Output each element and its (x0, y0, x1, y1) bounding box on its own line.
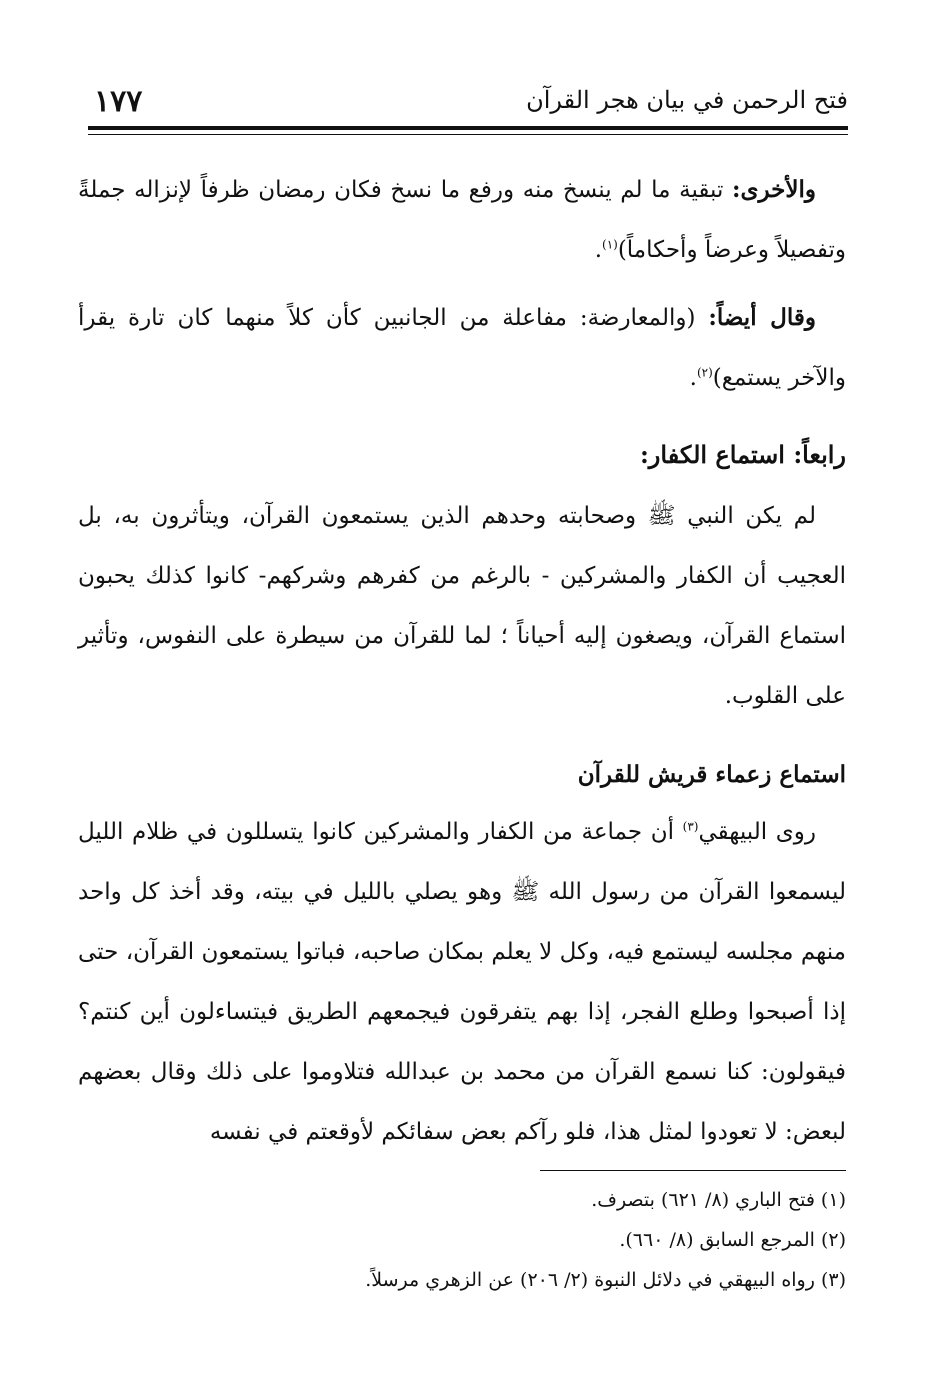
paragraph-3: لم يكن النبي ﷺ وصحابته وحدهم الذين يستمعون القرآن، ويتأثرون به، بل العجيب أن الكفار والمشركين - بالرغم من كفرهم وشركهم- كانوا كذلك يحبون استماع القرآن، ويصغون إليه أحياناً ؛ لما للقرآن من سيطرة على النفوس، وتأثير على القلوب. (78, 503, 846, 709)
running-title: فتح الرحمن في بيان هجر القرآن (526, 86, 848, 114)
paragraph-2 (78, 288, 846, 408)
page-header (88, 80, 848, 140)
page-number: ١٧٧ (94, 84, 143, 119)
footnote-ref-2: (٢) (696, 365, 713, 380)
paragraph-1-text: تبقية ما لم ينسخ منه ورفع ما نسخ فكان رمضان ظرفاً لإنزاله جملةً وتفصيلاً وعرضاً وأحكاماً) (78, 177, 846, 263)
subheading-quraysh: استماع زعماء قريش للقرآن (577, 761, 846, 788)
footnotes (300, 1180, 846, 1300)
section-heading-kuffar: رابعاً: استماع الكفار: (639, 440, 846, 469)
paragraph-1-lead: والأخرى: (731, 176, 816, 203)
footnote-ref-3: (٣) (682, 819, 699, 834)
paragraph-4-text-a: روى البيهقي (698, 819, 816, 845)
header-rule-thin (88, 134, 848, 135)
footnote-ref-1: (١) (602, 237, 618, 252)
footnote-3: (٣) رواه البيهقي في دلائل النبوة (٢/ ٢٠٦) عن الزهري مرسلاً. (365, 1269, 846, 1291)
paragraph-2-text: (والمعارضة: مفاعلة من الجانبين كأن كلاً منهما كان تارة يقرأ والآخر يستمع) (78, 305, 846, 391)
paragraph-1-tail: . (594, 237, 602, 263)
header-rule-thick (88, 126, 848, 130)
paragraph-4 (78, 802, 846, 1162)
paragraph-4-text-b: أن جماعة من الكفار والمشركين كانوا يتسللون في ظلام الليل ليسمعوا القرآن من رسول الله ﷺ وهو يصلي بالليل في بيته، وقد أخذ كل واحد منهم مجلسه ليستمع فيه، وكل لا يعلم بمكان صاحبه، فباتوا يستمعون القرآن، حتى إذا أصبحوا وطلع الفجر، إذا بهم يتفرقون فيجمعهم الطريق فيتساءلون أين كنتم؟ فيقولون: كنا نسمع القرآن من محمد بن عبدالله فتلاوموا على ذلك وقال بعضهم لبعض: لا تعودوا لمثل هذا، فلو رآكم بعض سفائكم لأوقعتم في نفسه (78, 819, 846, 1145)
paragraph-2-lead: وقال أيضاً: (708, 304, 816, 331)
paragraph-2-tail: . (689, 365, 697, 391)
main-text (78, 160, 846, 1162)
footnote-separator (540, 1170, 846, 1171)
footnote-2: (٢) المرجع السابق (٨/ ٦٦٠). (619, 1229, 846, 1251)
footnote-1: (١) فتح الباري (٨/ ٦٢١) بتصرف. (591, 1189, 846, 1211)
paragraph-1 (78, 160, 846, 280)
